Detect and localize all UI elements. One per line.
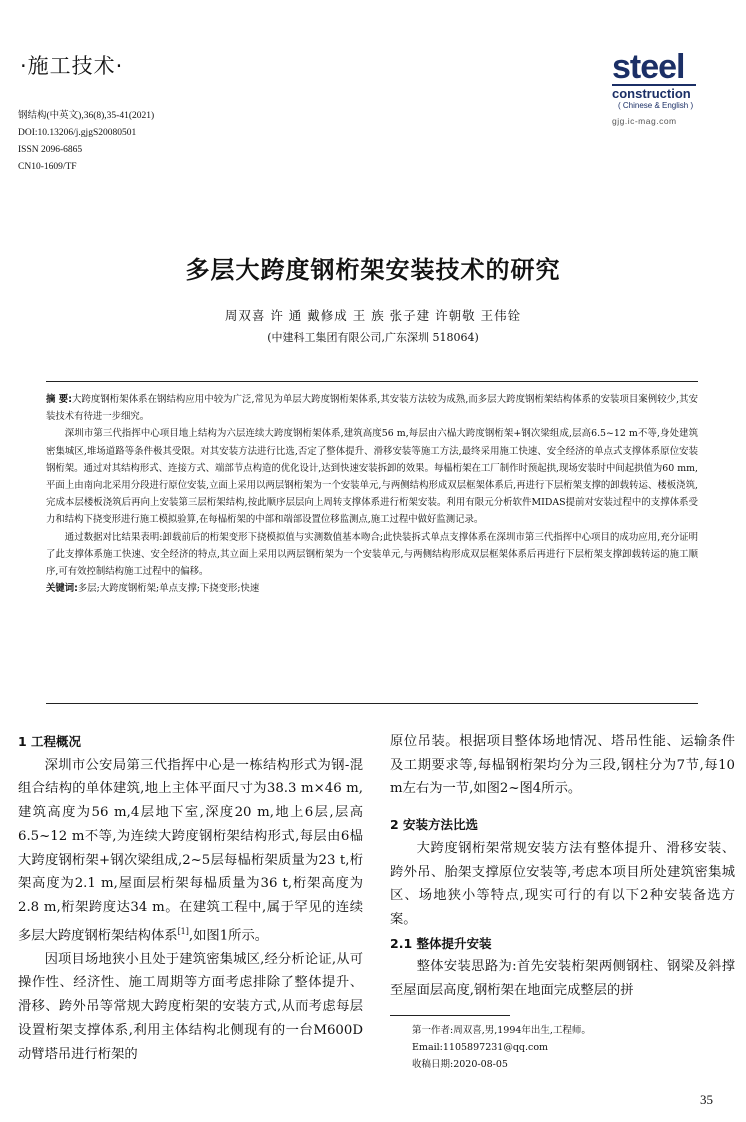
section-1-heading: 1 工程概况 <box>18 734 82 749</box>
abstract-bottom-rule <box>46 703 698 704</box>
reference-1: [1] <box>177 926 189 936</box>
body-right-column <box>390 730 735 1003</box>
paper-authors: 周双喜 许 通 戴修成 王 族 张子建 许朝敬 王伟铨 <box>224 308 522 323</box>
section-1-para-2-cont: 原位吊装。根据项目整体场地情况、塔吊性能、运输条件及工期要求等,每榀钢桁架均分为三段,钢柱分为7节,每10 m左右为一节,如图2~图4所示。 <box>390 734 735 797</box>
abstract <box>46 391 698 597</box>
abstract-top-rule <box>46 381 698 382</box>
keywords <box>46 580 698 597</box>
section-1-para-1 <box>18 754 363 948</box>
footnote-received: 收稿日期:2020-08-05 <box>412 1059 508 1070</box>
footnote <box>412 1022 591 1073</box>
section-1-para-1-end: ,如图1所示。 <box>188 928 269 944</box>
abstract-text-1: 大跨度钢桁架体系在钢结构应用中较为广泛,常见为单层大跨度钢桁架体系,其安装方法较为成熟,而多层大跨度钢桁架结构体系的安装项目案例较少,其安装技术有待进一步细究。 <box>46 394 698 423</box>
keywords-label: 关键词: <box>46 583 78 595</box>
footnote-author: 第一作者:周双喜,男,1994年出生,工程师。 <box>412 1025 591 1036</box>
abstract-label: 摘 要: <box>46 394 72 405</box>
section-tag: ·施工技术· <box>20 54 124 78</box>
citation-meta <box>18 108 154 176</box>
journal-logo <box>612 48 722 126</box>
logo-word: steel <box>612 48 685 86</box>
citation-journal: 钢结构(中英文),36(8),35-41(2021) <box>18 111 155 121</box>
page-number: 35 <box>700 1092 713 1107</box>
abstract-para-2: 深圳市第三代指挥中心项目地上结构为六层连续大跨度钢桁架体系,建筑高度56 m,每层由六榀大跨度钢桁架+钢次梁组成,层高6.5~12 m不等,身处建筑密集城区,堆场道路等条件极其受限。对其安装方法进行比选,否定了整体提升、滑移安装等施工方法,最终采用施工快速、安全经济的单点式支撑体系原位安装钢桁架。通过对其结构形式、连接方式、端部节点构造的优化设计,达到快速安装拆卸的效果。每榀桁架在工厂制作时预起拱,现场安装时中间起拱值为60 mm,平面上由南向北采用分段进行原位安装,立面上采用以两层钢桁架为一个安装单元,与两侧结构形成双层框架体系后,再进行下层桁架支撑的卸载转运、楼板浇筑,完成本层楼板浇筑后再向上安装第三层桁架结构,按此顺序层层向上周转支撑体系进行桁架安装。利用有限元分析软件MIDAS提前对安装过程中的支撑体系受力和结构下挠变形进行施工模拟验算,在每榀桁架的中部和端部设置位移监测点,施工过程中做好监测记录。 <box>46 428 698 526</box>
abstract-para-3: 通过数据对比结果表明:卸载前后的桁架变形下挠模拟值与实测数值基本吻合;此快装拆式单点支撑体系在深圳市第三代指挥中心项目的成功应用,充分证明了此支撑体系施工快速、安全经济的特点,其立面上采用以两层钢桁架为一个安装单元,与两侧结构形成双层框架体系后再进行下层桁架支撑卸载转运的施工顺序,可有效控制结构施工过程中的偏移。 <box>46 531 698 578</box>
body-left-column <box>18 730 363 1066</box>
logo-sub: construction <box>612 84 696 101</box>
logo-sub2: ( Chinese & English ) <box>618 101 694 110</box>
footnote-email: Email:1105897231@qq.com <box>412 1042 549 1053</box>
abstract-para-1 <box>46 391 698 425</box>
section-1-para-2: 因项目场地狭小且处于建筑密集城区,经分析论证,从可操作性、经济性、施工周期等方面考虑排除了整体提升、滑移、跨外吊等常规大跨度桁架的安装方式,从而考虑每层设置桁架支撑体系,利用主体结构北侧现有的一台M600D动臂塔吊进行桁架的 <box>18 951 363 1062</box>
section-2-1-para-1: 整体安装思路为:首先安装桁架两侧钢柱、钢梁及斜撑至屋面层高度,钢桁架在地面完成整层的拼 <box>390 959 735 999</box>
keywords-text: 多层;大跨度钢桁架;单点支撑;下挠变形;快速 <box>77 583 260 595</box>
section-2-1-heading: 2.1 整体提升安装 <box>390 935 492 951</box>
logo-url: gjg.ic-mag.com <box>612 116 677 126</box>
citation-cn: CN10-1609/TF <box>18 162 77 172</box>
citation-issn: ISSN 2096-6865 <box>18 145 83 155</box>
section-2-para-1: 大跨度钢桁架常规安装方法有整体提升、滑移安装、跨外吊、胎架支撑原位安装等,考虑本项目所处建筑密集城区、场地狭小等特点,现实可行的有以下2种安装备选方案。 <box>390 840 735 927</box>
footnote-rule <box>390 1015 510 1016</box>
paper-title: 多层大跨度钢桁架安装技术的研究 <box>185 256 561 284</box>
spacer <box>390 801 735 813</box>
paper-affiliation: (中建科工集团有限公司,广东深圳 518064) <box>267 331 479 344</box>
section-2-heading: 2 安装方法比选 <box>390 817 479 833</box>
citation-doi: DOI:10.13206/j.gjgS20080501 <box>18 128 137 138</box>
section-1-para-1-text: 深圳市公安局第三代指挥中心是一栋结构形式为钢-混组合结构的单体建筑,地上主体平面尺寸为38.3 m×46 m,建筑高度为56 m,4层地下室,深度20 m,地上6层,层高6.5~12 m不等,为连续大跨度钢桁架结构形式,每层由6榀大跨度钢桁架+钢次梁组成,2~5层每榀桁架质量为23 t,桁架高度为2.1 m,屋面层桁架每榀质量为36 t,桁架高度为2.8 m,桁架跨度达34 m。在建筑工程中,属于罕见的连续多层大跨度钢桁架结构体系 <box>18 757 363 944</box>
